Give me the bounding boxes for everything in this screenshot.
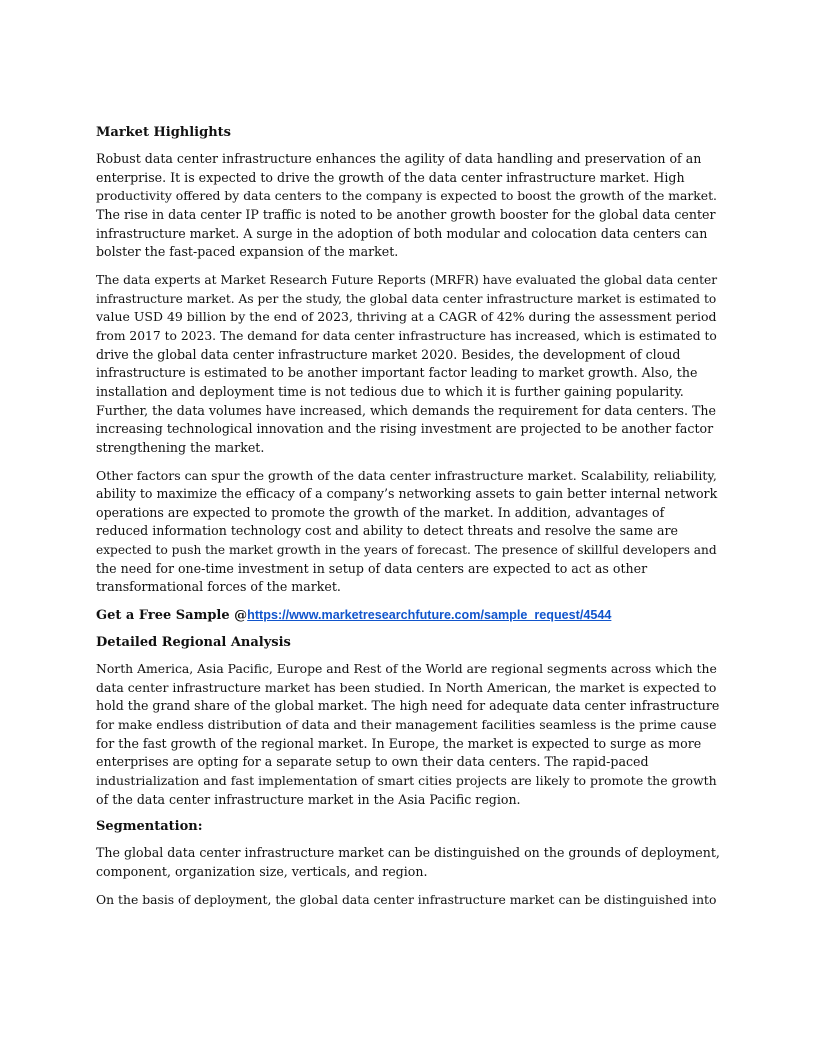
segmentation-paragraph-1 xyxy=(96,844,720,881)
market-highlights-paragraph-1 xyxy=(96,150,720,262)
market-highlights-paragraph-2 xyxy=(96,271,720,458)
text-line: Further, the data volumes have increased, which demands the requirement for data centers. The xyxy=(96,402,716,418)
text-line: North America, Asia Pacific, Europe and Rest of the World are regional segments across which the xyxy=(96,662,717,677)
text-line: of the data center infrastructure market in the Asia Pacific region. xyxy=(96,791,521,807)
text-line: infrastructure market. As per the study, the global data center infrastructure market is estimated to xyxy=(96,291,717,306)
text-line: value USD 49 billion by the end of 2023, thriving at a CAGR of 42% during the assessment period xyxy=(96,309,717,325)
text-line: infrastructure is estimated to be another important factor leading to market growth. Also, the xyxy=(96,365,698,381)
text-line: increasing technological innovation and the rising investment are projected to be another factor xyxy=(96,421,714,437)
text-line: strengthening the market. xyxy=(96,439,265,455)
text-line: infrastructure market. A surge in the adoption of both modular and colocation data centers can xyxy=(96,225,708,241)
sample-request-link[interactable]: https://www.marketresearchfuture.com/sample_request/4544 xyxy=(247,608,612,623)
segmentation-paragraph-2 xyxy=(96,891,720,910)
text-line: ability to maximize the efficacy of a company’s networking assets to gain better internal network xyxy=(96,486,718,502)
text-line: The global data center infrastructure market can be distinguished on the grounds of deployment, xyxy=(96,845,720,861)
text-line: for the fast growth of the regional market. In Europe, the market is expected to surge as more xyxy=(96,735,702,751)
regional-analysis-paragraph xyxy=(96,660,720,809)
text-line: bolster the fast-paced expansion of the market. xyxy=(96,244,399,260)
text-line: The data experts at Market Research Future Reports (MRFR) have evaluated the global data center xyxy=(96,272,718,287)
text-line: industrialization and fast implementation of smart cities projects are likely to promote the growth xyxy=(96,773,717,789)
market-highlights-paragraph-3 xyxy=(96,467,720,598)
text-line: transformational forces of the market. xyxy=(96,579,341,595)
segmentation-heading: Segmentation: xyxy=(96,819,203,835)
text-line: Robust data center infrastructure enhances the agility of data handling and preservation of an xyxy=(96,151,702,166)
text-line: component, organization size, verticals, and region. xyxy=(96,864,428,879)
text-line: hold the grand share of the global market. The high need for adequate data center infrastructure xyxy=(96,698,720,714)
text-line: operations are expected to promote the growth of the market. In addition, advantages of xyxy=(96,504,665,520)
text-line: data center infrastructure market has been studied. In North American, the market is expected to xyxy=(96,679,717,695)
free-sample-line xyxy=(96,606,720,625)
text-line: installation and deployment time is not tedious due to which it is further gaining popularity. xyxy=(96,383,684,399)
text-line: enterprise. It is expected to drive the growth of the data center infrastructure market. High xyxy=(96,169,685,185)
text-line: drive the global data center infrastructure market 2020. Besides, the development of cloud xyxy=(96,346,681,362)
free-sample-label: Get a Free Sample @ xyxy=(96,608,248,624)
text-line: productivity offered by data centers to the company is expected to boost the growth of the market. xyxy=(96,189,717,204)
text-line: Other factors can spur the growth of the data center infrastructure market. Scalability, reliability, xyxy=(96,467,717,483)
text-line: reduced information technology cost and ability to detect threats and resolve the same are xyxy=(96,523,678,539)
text-line: enterprises are opting for a separate setup to own their data centers. The rapid-paced xyxy=(96,754,649,770)
text-line: On the basis of deployment, the global data center infrastructure market can be distinguished into xyxy=(96,892,717,907)
market-highlights-heading: Market Highlights xyxy=(96,125,231,140)
regional-analysis-heading: Detailed Regional Analysis xyxy=(96,635,291,651)
text-line: from 2017 to 2023. The demand for data center infrastructure has increased, which is estimated to xyxy=(96,328,717,343)
text-line: The rise in data center IP traffic is noted to be another growth booster for the global data center xyxy=(96,206,716,222)
text-line: the need for one-time investment in setup of data centers are expected to act as other xyxy=(96,560,648,576)
text-line: for make endless distribution of data and their management facilities seamless is the prime cause xyxy=(96,717,717,733)
document-page xyxy=(96,124,720,918)
text-line: expected to push the market growth in the years of forecast. The presence of skillful developers and xyxy=(96,543,717,558)
